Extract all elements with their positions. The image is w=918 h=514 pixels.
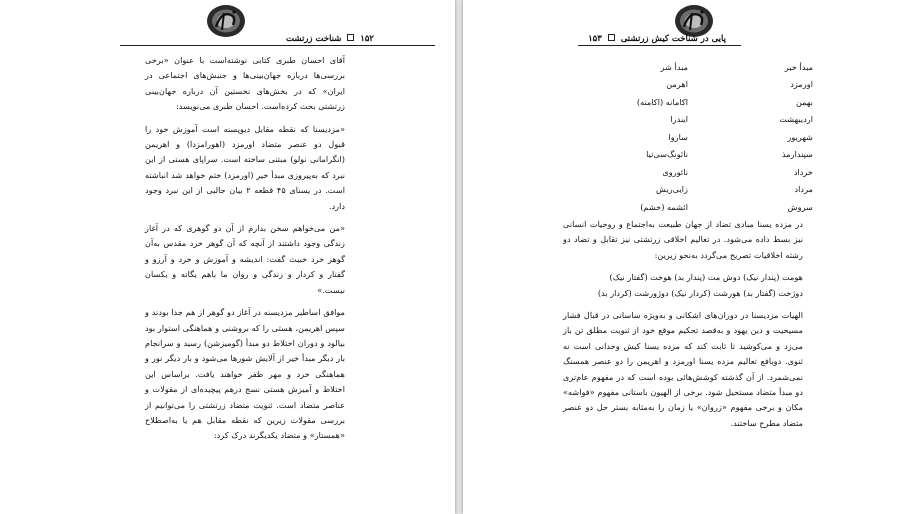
running-header [588, 34, 726, 44]
ethics-line: هومت (پندار نیک) دوش مت (پندار بد) هوخت (گفتار نیک) [609, 272, 803, 283]
table-row: اورمزد اهرمن [666, 79, 813, 90]
page-number: ۱۵۲ [360, 34, 374, 44]
quote-paragraph: «من می‌خواهم سخن بدارم از آن دو گوهری که در آغاز زندگی وجود داشتند از آنچه که آن گوهر خرد مقدس به‌آن گوهر خرد خبیث گفت: اندیشه و آموزش و خرد و آرزو و گفتار و کردار و زندگی و روان ما باهم یگانه و یکسان نیست.» [145, 223, 345, 295]
paragraph: در مزده یسنا مبادی تضاد از جهان طبیعت به‌اجتماع و روحیات انسانی نیز بسط داده می‌شود. در تعالیم اخلاقی زرتشتی نیز تقابل و تضاد دو رشته اخلاقیات تصریح می‌گردد به‌نحو زیرین: [563, 219, 803, 260]
quote-paragraph: «مزدیسنا که نقطه مقابل دیوپسنه است آموزش خود را قبول دو عنصر متضاد اورمزد (اهورامزدا) و اهریمن (انگرامانی نولو) مبتنی ساخته است. سراپای هستی از این نبرد که به‌پیروزی مبدأ خیر (اورمزد) ختم خواهد شد انباشته است. در یسنای ۴۵ قطعه ۲ بیان جالبی از این نبرد وجود دارد. [145, 123, 345, 211]
table-row: اردیبهشت ایندرا [670, 114, 813, 125]
table-row: خرداد نائوروی [662, 166, 813, 177]
ethics-line: دوژخت (گفتار بد) هورشت (کردار نیک) دوژورشت (کردار بد) [597, 287, 803, 298]
left-body-text [145, 53, 345, 444]
table-row: سپندارمذ نائونگ‌سی‌تیا [646, 149, 813, 160]
table-row: مرداد زایی‌ریش [655, 184, 813, 195]
header-separator-box [608, 34, 615, 41]
book-logo-emblem [205, 3, 247, 39]
table-row: مبدأ خیر مبدأ شر [660, 61, 813, 72]
header-separator-box [347, 34, 354, 41]
running-head-title: شناخت زرتشت [286, 34, 342, 44]
table-row: سروش ائشمه (خشم) [640, 201, 813, 212]
paragraph: الهیات مزدیسنا در دوران‌های اشکانی و به‌ویژه ساسانی در قبال فشار مسیحیت و دین یهود و به‌قصد تحکیم موقع خود از ثنویت مطلق تن باز می‌زد و می‌کوشید تا ثابت کند که مزده یسنا کیش وحدانی است نه ثنوی. دوبافع تعالیم مزده یسنا اورمزد و اهریمن را دو عنصر همسنگ نمی‌شمرد. از آن گذشته کوشش‌هائی بوده است که در مفهوم عام‌تری دو مبدأ متضاد مستحیل شود. برخی از الهیون باستانی مفهوم «فواشه» مکان و برخی مفهوم «زروان» یا زمان را به‌مثابه بستر حل دو عنصر متضاد مطرح ساختند. [563, 310, 803, 428]
header-rule [578, 45, 741, 46]
opposites-table [553, 58, 813, 216]
paragraph: آقای احسان طبری کتابی نوشته‌است با عنوان «برخی بررسی‌ها درباره جهان‌بینی‌ها و جنبش‌های اجتماعی در ایران» که در بخش‌های نخستین آن درباره جهان‌بینی زرتشتی بحث کرده‌است. احسان طبری می‌نویسد: [145, 55, 345, 112]
running-head-title: پایی در شناخت کیش زرتشتی [620, 34, 726, 44]
table-row: شهریور ساروا [668, 131, 813, 142]
page-number: ۱۵۳ [588, 34, 602, 44]
right-page [463, 0, 918, 514]
header-rule [120, 45, 435, 46]
running-header [286, 34, 374, 44]
right-body-text [563, 217, 803, 431]
paragraph: موافق اساطیر مزدیسنه در آغاز دو گوهر از هم جدا بودند و سپس اهریمن، هستی را که بروشنی و هماهنگی استوار بود بیالود و دوران اختلاط دو مبدأ (گومیزشن) رسید و سرانجام بار دیگر مبدأ خیر از آلایش شورها می‌شود و بار دیگر نور و هماهنگی خرد و مهر ظفر خواهند یافت. براساس این اختلاط و آمیزش هستی نسج درهم پیچیده‌ای از مقولات و عناصر متضاد است. ثنویت متضاد زرتشتی را می‌توانیم از بررسی مقولات زیرین که نقطه مقابل هم یا به‌اصطلاح «همستار» و متضاد یکدیگرند درک کرد: [145, 307, 345, 441]
table-row: بهمن اکامانه (اکامنه) [636, 96, 813, 107]
left-page [0, 0, 455, 514]
